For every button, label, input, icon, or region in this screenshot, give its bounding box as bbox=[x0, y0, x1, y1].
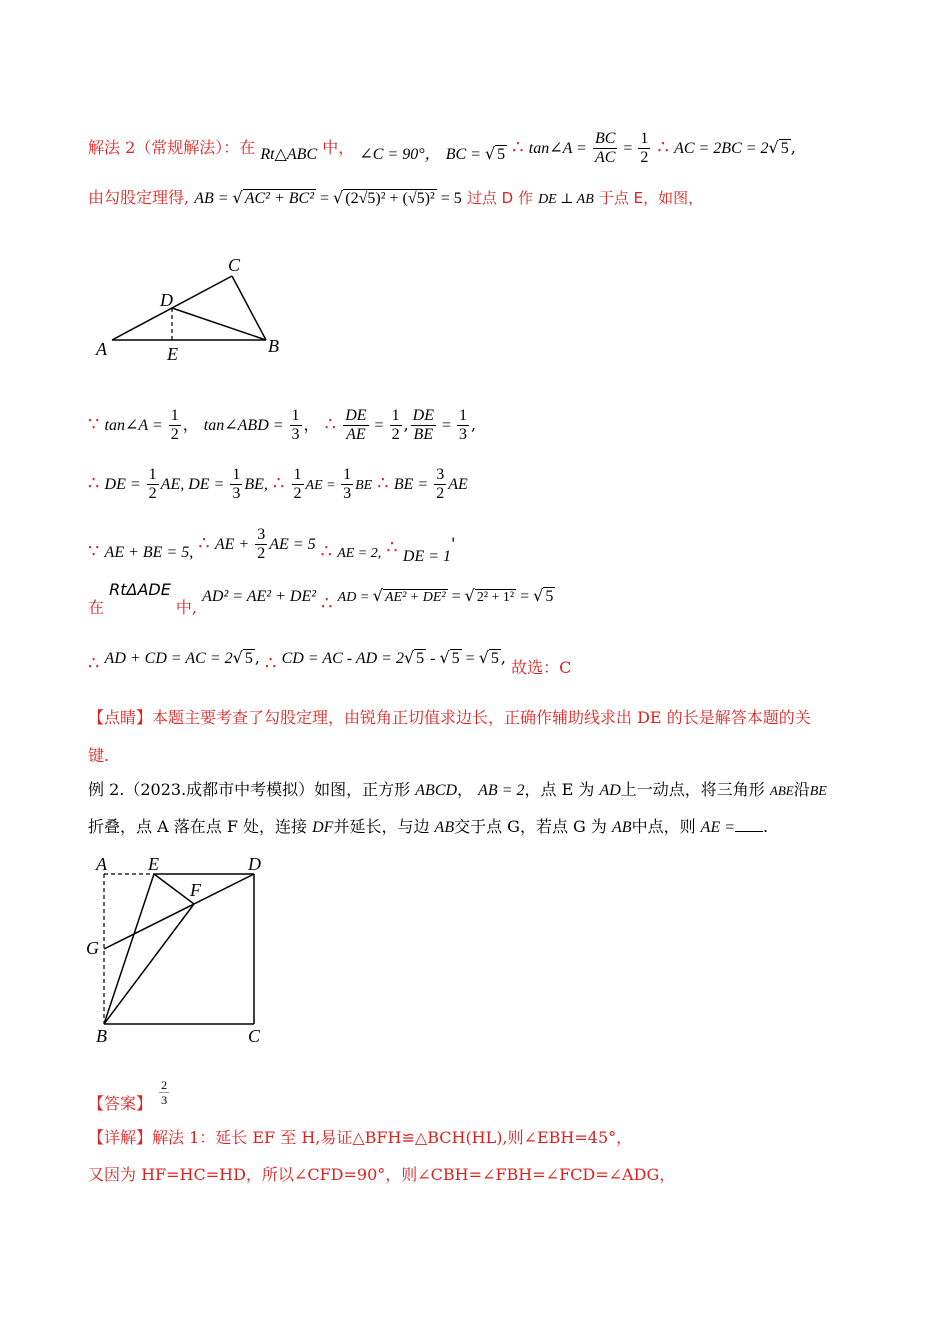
bc-value: 5 bbox=[497, 146, 506, 163]
de-relations-line: ∴ DE = $\frac{1}{2}$ AE, DE = $\frac{1}{3}$ BE, ∴ $\frac{1}{2}$ AE = $\frac{1}{3}$ BE ∴ BE = $\frac{3}{2}$ AE bbox=[88, 466, 468, 502]
zhong-text: 中， bbox=[322, 138, 355, 157]
rt-triangle-abc: Rt△ABC bbox=[260, 146, 318, 163]
tan-a: tan∠A = bbox=[528, 140, 591, 157]
label-c: C bbox=[228, 255, 241, 275]
ab-eq: AB = bbox=[194, 190, 233, 207]
de-perp-ab: DE ⊥ AB bbox=[538, 192, 594, 207]
square-figure bbox=[82, 852, 272, 1048]
draw-text: 过点 D 作 bbox=[466, 189, 533, 207]
draw-text-2: 于点 E，如图， bbox=[598, 189, 704, 207]
detail-line-2: 又因为 HF=HC=HD，所以∠CFD=90°，则∠CBH=∠FBH=∠FCD=∠ADG， bbox=[88, 1165, 676, 1184]
ad-line: 在 RtΔADE 中, AD² = AE² + DE² ∴ AD = √ AE² + DE² = √ 2² + 1² = √ 5 bbox=[88, 580, 554, 617]
solution2-line: 解法 2（常规解法）：在 Rt△ABC 中， ∠C = 90°， BC = √ 5 ∴ tan∠A = $\frac{BC}{AC}$ = $\frac{1}{2}$ ∴ AC = 2BC = 2√ 5 , bbox=[88, 130, 796, 166]
example2-line-1: 例 2.（2023.成都市中考模拟）如图，正方形 ABCD， AB = 2，点 E 为 AD上一动点，将三角形 ABE沿BE bbox=[88, 780, 827, 799]
label-c: C bbox=[248, 1026, 261, 1046]
label-e: E bbox=[148, 854, 159, 874]
detail-tag: 【详解】 bbox=[88, 1128, 153, 1147]
comment-line-2: 键. bbox=[88, 746, 110, 765]
label-d: D bbox=[248, 854, 261, 874]
pythagoras-line: 由勾股定理得, AB = √ AC² + BC² = √ (2√5)² + (√5)² = 5 过点 D 作 DE ⊥ AB 于点 E，如图， bbox=[88, 188, 704, 207]
bc-eq: BC = bbox=[445, 146, 485, 163]
ac-eq: AC = 2BC = 2 bbox=[674, 140, 769, 157]
label-e: E bbox=[167, 344, 178, 364]
ad-square-eq: AD² = AE² + DE² bbox=[202, 588, 317, 605]
tan-abd: tan∠ABD = bbox=[203, 417, 288, 434]
comment-tag: 【点睛】 bbox=[88, 708, 153, 727]
label-b: B bbox=[268, 336, 279, 356]
solution2-label: 解法 2（常规解法）：在 bbox=[88, 138, 256, 157]
choose-answer: 故选：C bbox=[511, 658, 572, 677]
answer-line bbox=[88, 1078, 171, 1119]
comment-text: 本题主要考查了勾股定理，由锐角正切值求边长，正确作辅助线求出 DE 的长是解答本题的关 bbox=[152, 708, 811, 727]
therefore-symbol: ∴ bbox=[512, 137, 524, 158]
label-f: F bbox=[190, 880, 201, 900]
label-b: B bbox=[96, 1026, 107, 1046]
triangle-figure bbox=[90, 252, 290, 364]
label-g: G bbox=[86, 938, 99, 958]
ae-line: ∵ AE + BE = 5, ∴ AE + $\frac{3}{2}$ AE = 5 ∴ AE = 2, ∴ DE = 1' bbox=[88, 526, 456, 565]
frac-half: $\frac{1}{2}$ bbox=[640, 130, 649, 166]
angle-c: ∠C = 90°， bbox=[359, 146, 441, 163]
answer-tag: 【答案】 bbox=[88, 1094, 153, 1113]
example2-line-2: 折叠，点 A 落在点 F 处，连接 DF并延长，与边 AB交于点 G，若点 G 为 AB中点，则 AE = . bbox=[88, 817, 769, 836]
label-a: A bbox=[96, 339, 107, 359]
tan-line: ∵ tan∠A = $\frac{1}{2}$ ， tan∠ABD = $\frac{1}{3}$ ， ∴ $\frac{DE}{AE}$ = $\frac{1}{2}$ , $\frac{DE}{BE}$ = $\frac{1}{3}$ , bbox=[88, 407, 477, 443]
answer-fraction: $\frac{2}{3}$ bbox=[161, 1078, 168, 1107]
frac-bc-ac: $\frac{BC}{AC}$ bbox=[594, 130, 616, 166]
answer-blank bbox=[735, 831, 763, 832]
pythagoras-text: 由勾股定理得, bbox=[88, 188, 190, 207]
because-symbol: ∵ bbox=[88, 414, 100, 435]
comment-line-1 bbox=[88, 708, 811, 728]
label-a: A bbox=[96, 854, 107, 874]
label-d: D bbox=[160, 290, 173, 310]
rt-triangle-ade: RtΔADE bbox=[109, 580, 171, 599]
cd-line: ∴ AD + CD = AC = 2√ 5 , ∴ CD = AC - AD = 2√ 5 - √ 5 = √ 5 , 故选：C bbox=[88, 648, 572, 677]
detail-line-1: 【详解】解法 1：延长 EF 至 H,易证△BFH≌△BCH(HL),则∠EBH=45°， bbox=[88, 1128, 633, 1147]
example2-title: 例 2.（2023.成都市中考模拟）如图，正方形 bbox=[88, 780, 411, 799]
